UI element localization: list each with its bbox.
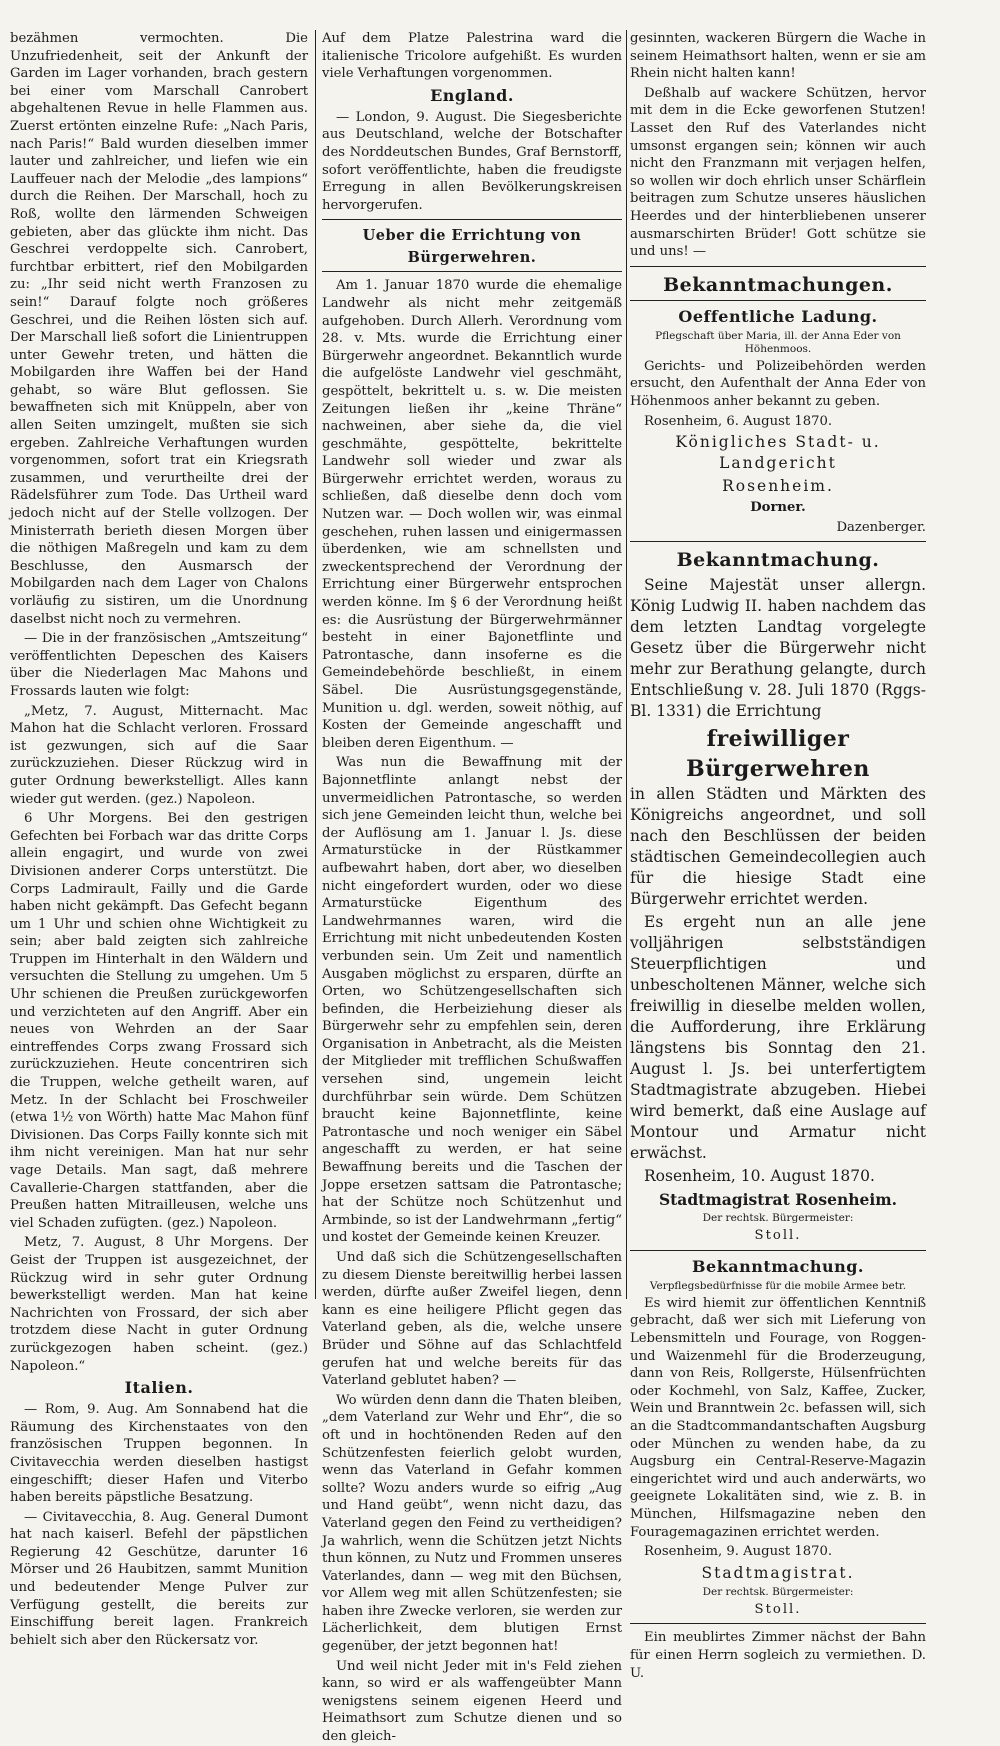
notice-text: in allen Städten und Märkten des Königreichs angeordnet, und soll nach den Beschlüssen der beiden städtischen Gemeindecollegien auch für die hiesige Stadt eine Bürgerwehr errichtet werden. <box>630 785 926 909</box>
article-paragraph: Und daß sich die Schützengesellschaften zu diesem Dienste bereitwillig herbei lassen werden, dürfte außer Zweifel liegen, denn kann es eine heiligere Pflicht gegen das Vaterland geben, als die, welche unsere Brüder und Söhne auf das Schlachtfeld gerufen hat und welche bereits für das Vaterland geblutet haben? — <box>322 1250 622 1389</box>
section-divider <box>630 541 926 542</box>
notice-signature: Dazenberger. <box>836 519 926 535</box>
notice-signature: Der rechtsk. Bürgermeister: <box>702 1212 854 1225</box>
court-name: Königliches Stadt- u. Landgericht <box>675 433 881 473</box>
notice-title-bekanntmachung: Bekanntmachung. <box>676 549 880 572</box>
notice-date: Rosenheim, 6. August 1870. <box>644 413 833 429</box>
article-paragraph: — London, 9. August. Die Siegesberichte aus Deutschland, welche der Botschafter des Norddeutschen Bundes, Graf Bernstorff, sofort veröffentlichte, haben die freudigste Erregung in allen Bevölkerungskreisen hervorgerufen. <box>322 109 622 213</box>
article-paragraph: Und weil nicht Jeder mit in's Feld ziehen kann, so wird er als waffengeübter Mann wenigstens seinem eigenen Heerd und Heimathsort zum Schutze dienen und so den gleich- <box>322 1658 622 1745</box>
notice-subtitle: Verpflegsbedürfnisse für die mobile Armee betr. <box>649 1279 907 1292</box>
notice-title-ladung: Oeffentliche Ladung. <box>678 306 878 326</box>
article-paragraph: — Rom, 9. Aug. Am Sonnabend hat die Räumung des Kirchenstaates von den französischen Truppen begonnen. In Civitavecchia werden dieselben hastigst eingeschifft; dieser Hafen und Viterbo haben bereits päpstliche Besatzung. <box>10 1402 308 1506</box>
section-title-italien: Italien. <box>124 1378 194 1398</box>
section-divider <box>322 219 622 220</box>
section-divider <box>630 1250 926 1251</box>
notice-date: Rosenheim, 10. August 1870. <box>644 1167 875 1186</box>
column-1 <box>10 30 308 1648</box>
notice-date: Rosenheim, 9. August 1870. <box>644 1544 833 1560</box>
dispatch-paragraph: „Metz, 7. August, Mitternacht. Mac Mahon hat die Schlacht verloren. Frossard ist gezwungen, sich auf die Saar zurückzuziehen. Dieser Rückzug wird in guter Ordnung bewerkstelligt. Alles kann wieder gut werden. (gez.) Napoleon. <box>10 703 308 807</box>
article-paragraph: Wo würden denn dann die Thaten bleiben, „dem Vaterland zur Wehr und Ehr“, die so oft und in hochtönenden Reden auf den Schützenfesten feierlich gelobt wurden, wenn das Vaterland in Gefahr kommen sollte? Wozu anders wurde so eifrig „Aug und Hand geübt“, wenn nicht dazu, das Vaterland gegen den Feind zu vertheidigen? Ja wahrlich, wenn die Schützen jetzt Nichts thun können, zu Nutz und Frommen unseres Vaterlandes, dann — weg mit den Büchsen, vor Allem weg mit allen Schützenfesten; sie haben ihre Zwecke verloren, sie werden zur Lächerlichkeit, dem blutigen Ernst gegenüber, der jetzt begonnen hat! <box>322 1392 622 1655</box>
notice-signature: Dorner. <box>750 500 806 516</box>
article-paragraph: — Die in der französischen „Amtszeitung“ veröffentlichten Depeschen des Kaisers über die Niederlagen Mac Mahons und Frossards lauten wie folgt: <box>10 631 308 699</box>
notice-signature: Stadtmagistrat. <box>701 1563 855 1582</box>
article-paragraph: — Civitavecchia, 8. Aug. General Dumont hat nach kaiserl. Befehl der päpstlichen Regierung 42 Geschütze, darunter 16 Mörser und 26 Haubitzen, sammt Munition und bedeutender Menge Pulver zur Verfügung gestellt, die bereits zur Einschiffung bereit lagen. Frankreich behielt sich aber den Rückersatz vor. <box>10 1509 308 1648</box>
article-paragraph: Auf dem Platze Palestrina ward die italienische Tricolore aufgehißt. Es wurden viele Verhaftungen vorgenommen. <box>322 31 622 82</box>
section-title-bekanntmachungen: Bekanntmachungen. <box>663 273 893 296</box>
column-2 <box>322 30 622 1745</box>
notice-signature: Stoll. <box>754 1228 802 1244</box>
article-paragraph: Was nun die Bewaffnung mit der Bajonnetflinte anlangt nebst der unvermeidlichen Patrontasche, so werden sich jene Gemeinden leicht thun, welche bei der Auflösung am 1. Januar l. Js. diese Armaturstücke in der Rüstkammer aufbewahrt haben, dort aber, wo dieselben nicht eingefordert wurden, oder wo diese Armaturstücke Eigenthum des Landwehrmannes waren, wird die Errichtung mit nicht unbedeutenden Kosten verbunden sein. Um Zeit und namentlich Ausgaben möglichst zu ersparen, dürfte an Orten, wo Schützengesellschaften sich befinden, die Herbeiziehung dieser als Bürgerwehr sehr zu empfehlen sein, deren Organisation in Anbetracht, als die Meisten der Mitglieder mit trefflichen Schußwaffen versehen sind, ungemein leicht durchführbar sein würde. Dem Schützen braucht keine Bajonnetflinte, keine Patrontasche und noch weniger ein Säbel angeschafft zu werden, er hat seine Bewaffnung bereits und die Taschen der Joppe ersetzen sattsam die Patrontasche; hat der Schütze noch Schützenhut und Armbinde, so ist der Landwehrmann „fertig“ und kostet der Gemeinde keinen Kreuzer. <box>322 755 622 1246</box>
section-divider <box>630 300 926 301</box>
section-title-england: England. <box>430 85 514 105</box>
article-paragraph: Am 1. Januar 1870 wurde die ehemalige Landwehr als nicht mehr zeitgemäß aufgehoben. Durch Allerh. Verordnung vom 28. v. Mts. wurde die Errichtung einer Bürgerwehr angeordnet. Bekanntlich wurde die aufgelöste Landwehr viel geschmäht, gespöttelt, bekrittelt u. s. w. Die meisten Zeitungen ließen ihr „keine Thräne“ nachweinen, aber siehe da, die viel geschmähte, gespöttelte, bekrittelte Landwehr soll wieder und zwar als Bürgerwehr errichtet werden, woraus zu schließen, daß dieselbe denn doch vom Nutzen war. — Doch wollen wir, was einmal geschehen, ruhen lassen und einigermassen überdenken, wie am schnellsten und zweckentsprechend der Verordnung der Errichtung einer Bürgerwehr entsprochen werden könne. Im § 6 der Verordnung heißt es: die Ausrüstung der Bürgerwehrmänner besteht in einer Bajonetflinte und Patrontasche, dann insoferne es die Gemeindebehörde beschließt, in einem Säbel. Die Ausrüstungsgegenstände, Munition u. dgl. werden, soweit nöthig, auf Kosten der Gemeinde angeschafft und bleiben deren Eigenthum. — <box>322 278 622 751</box>
notice-text: Gerichts- und Polizeibehörden werden ersucht, den Aufenthalt der Anna Eder von Höhenmoos anher bekannt zu geben. <box>630 358 926 409</box>
notice-signature: Stoll. <box>754 1601 802 1617</box>
notice-headline-buergerwehren: freiwilliger Bürgerwehren <box>686 726 870 783</box>
notice-text: Es ergeht nun an alle jene volljährigen selbstständigen Steuerpflichtigen und unbescholtenen Männer, welche sich freiwillig in dieselbe melden wollen, die Aufforderung, ihre Erklärung längstens bis Sonntag den 21. August l. Js. bei unterfertigtem Stadtmagistrate abzugeben. Hiebei wird bemerkt, daß eine Auslage auf Montour und Armatur nicht erwächst. <box>630 913 926 1163</box>
notice-subtitle: Pflegschaft über Maria, ill. der Anna Eder von Höhenmoos. <box>655 329 901 355</box>
court-city: Rosenheim. <box>722 477 834 496</box>
dispatch-paragraph: 6 Uhr Morgens. Bei den gestrigen Gefechten bei Forbach war das dritte Corps allein engagirt, und wurde von zwei Divisionen anderer Corps unterstützt. Die Corps Ladmirault, Failly und die Garde haben nicht gekämpft. Das Gefecht begann um 1 Uhr und schien ohne Wichtigkeit zu sein; aber bald zeigten sich zahlreiche Truppen im Hinterhalt in den Wäldern und versuchten die Stellung zu umgehen. Um 5 Uhr schienen die Preußen zurückgeworfen und verzichteten auf den Angriff. Aber ein neues von Wehrden an der Saar eintreffendes Corps zwang Frossard sich zurückzuziehen. Heute concentriren sich die Truppen, welche getheilt waren, auf Metz. In der Schlacht bei Froschweiler (etwa 1½ von Wörth) hatte Mac Mahon fünf Divisionen. Das Corps Failly konnte sich mit ihm nicht vereinigen. Man hat nur sehr vage Details. Man sagt, daß mehrere Cavallerie-Chargen stattfanden, aber die Preußen hatten Mitrailleusen, welche uns viel Schaden zufügten. (gez.) Napoleon. <box>10 811 308 1231</box>
article-paragraph: Deßhalb auf wackere Schützen, hervor mit dem in die Ecke geworfenen Stutzen! Lasset den Ruf des Vaterlandes nicht umsonst ergangen sein; können wir auch nicht den Franzmann mit verjagen helfen, so wollen wir doch ehrlich unser Schärflein beitragen zum Schutze unseres häuslichen Heerdes und der hinterbliebenen unserer ausmarschirten Brüder! Gott schütze sie und uns! — <box>630 85 926 260</box>
notice-text: Seine Majestät unser allergn. König Ludwig II. haben nachdem das dem letzten Landtag vorgelegte Gesetz über die Bürgerwehr nicht mehr zur Berathung gelangte, durch Entschließung v. 28. Juli 1870 (Rggs-Bl. 1331) die Errichtung <box>630 576 926 721</box>
article-paragraph: bezähmen vermochten. Die Unzufriedenheit, seit der Ankunft der Garden im Lager vorhanden, brach gestern bei einer vom Marschall Canrobert abgehaltenen Revue in helle Flammen aus. Zuerst ertönten einzelne Rufe: „Nach Paris, nach Paris!“ Bald wurden dieselben immer lauter und zahlreicher, und liefen wie ein Lauffeuer nach der Melodie „des lampions“ durch die Reihen. Der Marschall, hoch zu Roß, wollte den lärmenden Schweigen gebieten, aber das glückte ihm nicht. Das Geschrei verdoppelte sich. Canrobert, furchtbar erbittert, rief den Mobilgarden zu: „Ihr seid nicht werth Franzosen zu sein!“ Darauf folgte noch größeres Geschrei, und die Reihen lösten sich auf. Der Marschall ließ sofort die Linientruppen unter Gewehr treten, und hätten die Mobilgarden ihre Waffen bei der Hand gehabt, so wäre Blut geflossen. Sie bewaffneten sich mit Knüppeln, aber von allen Seiten umzingelt, mußten sie sich ergeben. Zahlreiche Verhaftungen wurden vorgenommen, sofort trat ein Kriegsrath zusammen, und verurtheilte drei der Rädelsführer zum Tode. Das Urtheil ward jedoch nicht auf der Stelle vollzogen. Der Ministerrath berieth diesen Morgen über die nöthigen Maßregeln und kam zu dem Beschlusse, den Ausmarsch der Mobilgarden nach dem Lager von Chalons vorläufig zu sistiren, um die Unordnung daselbst nicht noch zu vermehren. <box>10 31 308 627</box>
column-3 <box>630 30 926 1681</box>
notice-title-bekanntmachung: Bekanntmachung. <box>691 1256 864 1276</box>
column-rule <box>626 30 627 1299</box>
section-title-buergerwehren: Ueber die Errichtung von Bürgerwehren. <box>362 227 582 267</box>
section-divider <box>630 266 926 267</box>
article-paragraph: gesinnten, wackeren Bürgern die Wache in seinem Heimathsort halten, wenn er sie am Rhein nicht halten kann! <box>630 31 926 82</box>
section-divider <box>322 271 622 272</box>
section-divider <box>630 1623 926 1624</box>
notice-signature: Der rechtsk. Bürgermeister: <box>702 1585 854 1598</box>
notice-text: Es wird hiemit zur öffentlichen Kenntniß gebracht, daß wer sich mit Lieferung von Lebensmitteln und Fourage, von Roggen- und Waizenmehl für die Broderzeugung, dann von Reis, Rollgerste, Hülsenfrüchten oder Kochmehl, von Salz, Kaffee, Zucker, Wein und Branntwein 2c. befassen will, sich an die Stadtcommandantschaften Augsburg oder München zu wenden habe, da zu Augsburg ein Central-Reserve-Magazin eingerichtet wird und auch anderwärts, wo geeignete Lokalitäten sind, wie z. B. in München, Hilfsmagazine neben den Fouragemagazinen errichtet werden. <box>630 1295 926 1540</box>
column-rule <box>315 30 316 1299</box>
classified-ad: Ein meublirtes Zimmer nächst der Bahn für einen Herrn sogleich zu vermiethen. D. U. <box>630 1630 926 1681</box>
notice-signature: Stadtmagistrat Rosenheim. <box>658 1190 898 1210</box>
dispatch-paragraph: Metz, 7. August, 8 Uhr Morgens. Der Geist der Truppen ist ausgezeichnet, der Rückzug wird in sehr guter Ordnung bewerkstelligt werden. Man hat keine Nachrichten von Frossard, der sich aber trotzdem diese Nacht in guter Ordnung zurückgezogen haben scheint. (gez.) Napoleon.“ <box>10 1235 308 1374</box>
